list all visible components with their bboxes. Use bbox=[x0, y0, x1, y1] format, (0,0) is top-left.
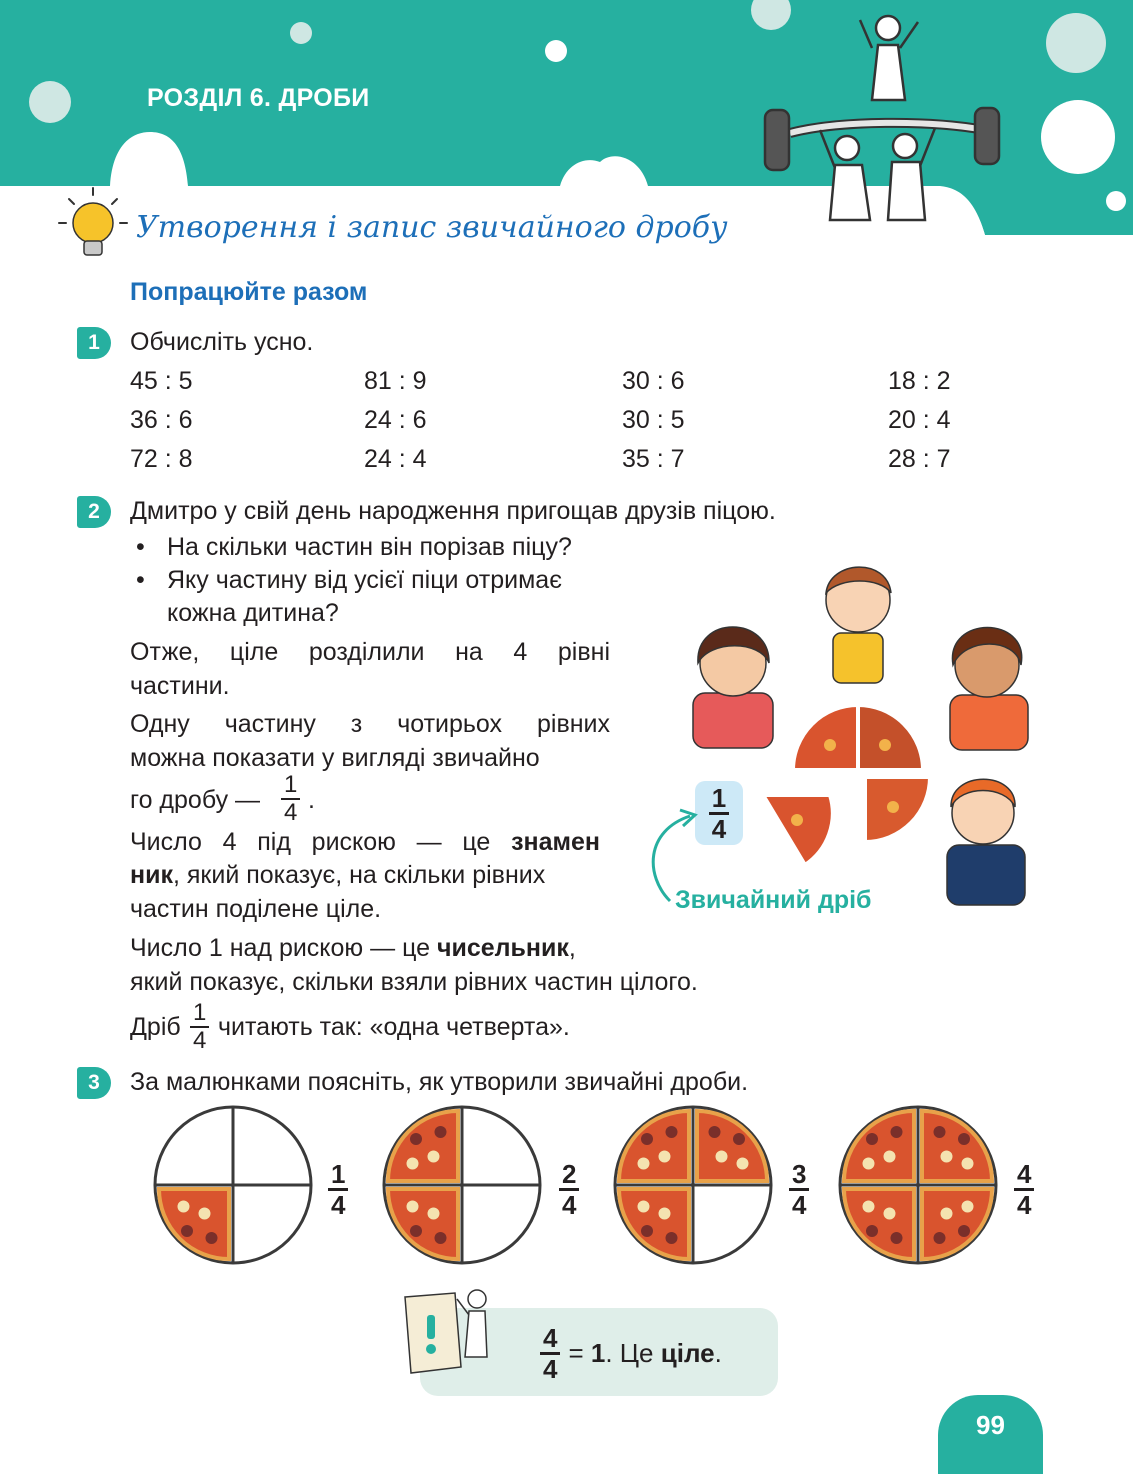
section-title: Попрацюйте разом bbox=[130, 278, 368, 306]
exercise: 36 : 6 bbox=[130, 406, 193, 434]
children-pizza-illustration bbox=[665, 545, 1045, 915]
fraction-label: $\frac{4}{4}$ bbox=[540, 1324, 560, 1383]
task2-prompt: Дмитро у свій день народження пригощав друзів піцою. bbox=[130, 497, 776, 525]
pizza-slice bbox=[922, 1111, 992, 1181]
exercise: 28 : 7 bbox=[888, 445, 951, 473]
exercise: 35 : 7 bbox=[622, 445, 685, 473]
pizza-slice bbox=[619, 1111, 689, 1181]
pizza-topping bbox=[884, 1208, 896, 1220]
pizza-topping bbox=[659, 1151, 671, 1163]
punctuation: . bbox=[308, 786, 315, 814]
pizza-topping bbox=[737, 1158, 749, 1170]
pizza-slice bbox=[844, 1189, 914, 1259]
header-banner bbox=[0, 0, 1133, 235]
ordinary-fraction-label: Звичайний дріб bbox=[675, 886, 872, 914]
paragraph-line: Одну частину з чотирьох рівних bbox=[130, 710, 610, 738]
pizza-topping bbox=[962, 1158, 974, 1170]
pizza-topping bbox=[407, 1158, 419, 1170]
pizza-topping bbox=[666, 1126, 678, 1138]
paragraph-line: го дробу — bbox=[130, 786, 261, 814]
task2-question-2: Яку частину від усієї піци отримає bbox=[167, 566, 562, 594]
pizza-topping bbox=[866, 1133, 878, 1145]
task-number-badge: 3 bbox=[77, 1067, 111, 1099]
pizza-slice bbox=[697, 1111, 767, 1181]
exercise: 81 : 9 bbox=[364, 367, 427, 395]
lightbulb-icon bbox=[55, 185, 135, 265]
exercise: 30 : 6 bbox=[622, 367, 685, 395]
task1-prompt: Обчисліть усно. bbox=[130, 328, 314, 356]
pizza-topping bbox=[863, 1158, 875, 1170]
fraction-label: $\frac{1}{4}$ bbox=[328, 1160, 348, 1219]
fraction-label: $\frac{2}{4}$ bbox=[559, 1160, 579, 1219]
paragraph-line: можна показати у вигляді звичайно bbox=[130, 744, 540, 772]
pizza-topping bbox=[891, 1232, 903, 1244]
pizza-slice bbox=[388, 1111, 458, 1181]
pizza-topping bbox=[666, 1232, 678, 1244]
paragraph-line: Отже, ціле розділили на 4 рівні bbox=[130, 638, 610, 666]
pizza-topping bbox=[428, 1208, 440, 1220]
pizza-topping bbox=[659, 1208, 671, 1220]
paragraph-line: частини. bbox=[130, 672, 230, 700]
pizza-topping bbox=[733, 1133, 745, 1145]
pizza-fractions-row bbox=[150, 1100, 1050, 1280]
chapter-title: РОЗДІЛ 6. ДРОБИ bbox=[147, 84, 370, 112]
fraction-inline: $\frac{1}{4}$ bbox=[281, 772, 300, 826]
pizza-topping bbox=[199, 1208, 211, 1220]
pizza-topping bbox=[941, 1208, 953, 1220]
pizza-topping bbox=[181, 1225, 193, 1237]
exclamation-sign-icon bbox=[395, 1285, 505, 1385]
fraction-label: $\frac{4}{4}$ bbox=[1014, 1160, 1034, 1219]
paragraph-line: який показує, скільки взяли рівних частин цілого. bbox=[130, 968, 698, 996]
pizza-slice bbox=[844, 1111, 914, 1181]
pizza-topping bbox=[716, 1151, 728, 1163]
pizza-topping bbox=[641, 1225, 653, 1237]
exercise: 20 : 4 bbox=[888, 406, 951, 434]
task3-prompt: За малюнками поясніть, як утворили звичайні дроби. bbox=[130, 1068, 749, 1096]
paragraph-line: Число 1 над рискою — це чисельник, bbox=[130, 934, 576, 962]
pizza-topping bbox=[410, 1133, 422, 1145]
topic-title: Утворення і запис звичайного дробу bbox=[136, 210, 728, 245]
pizza-slice bbox=[922, 1189, 992, 1259]
pizza-topping bbox=[435, 1126, 447, 1138]
pizza-topping bbox=[958, 1225, 970, 1237]
pizza-topping bbox=[962, 1201, 974, 1213]
pizza-slice bbox=[388, 1189, 458, 1259]
fraction-inline: $\frac{1}{4}$ bbox=[190, 1000, 209, 1054]
pizza-topping bbox=[884, 1151, 896, 1163]
task-number-badge: 1 bbox=[77, 327, 111, 359]
exercise: 30 : 5 bbox=[622, 406, 685, 434]
pizza-topping bbox=[863, 1201, 875, 1213]
paragraph-line: Дріб bbox=[130, 1013, 181, 1041]
bullet-icon: • bbox=[136, 533, 145, 561]
task2-question-1: На скільки частин він порізав піцу? bbox=[167, 533, 572, 561]
exercise: 18 : 2 bbox=[888, 367, 951, 395]
task-number-badge: 2 bbox=[77, 496, 111, 528]
pizza-topping bbox=[638, 1158, 650, 1170]
paragraph-line: Число 4 під рискою — це знамен bbox=[130, 828, 600, 856]
pizza-topping bbox=[638, 1201, 650, 1213]
fraction-display: $\frac{1}{4}$ bbox=[695, 781, 743, 845]
pizza-topping bbox=[641, 1133, 653, 1145]
pizza-topping bbox=[891, 1126, 903, 1138]
paragraph-line: читають так: «одна четверта». bbox=[218, 1013, 570, 1041]
pizza-slice bbox=[619, 1189, 689, 1259]
pizza-topping bbox=[410, 1225, 422, 1237]
bullet-icon: • bbox=[136, 566, 145, 594]
pizza-topping bbox=[407, 1201, 419, 1213]
exercise: 24 : 4 bbox=[364, 445, 427, 473]
fraction-label: $\frac{3}{4}$ bbox=[789, 1160, 809, 1219]
page-number: 99 bbox=[976, 1410, 1005, 1440]
paragraph-line: ник, який показує, на скільки рівних bbox=[130, 861, 546, 889]
pizza-topping bbox=[941, 1151, 953, 1163]
pizza-topping bbox=[958, 1133, 970, 1145]
exercise: 72 : 8 bbox=[130, 445, 193, 473]
exercise: 24 : 6 bbox=[364, 406, 427, 434]
pizza-topping bbox=[206, 1232, 218, 1244]
pizza-topping bbox=[934, 1126, 946, 1138]
rule-note-text: $\frac{4}{4}$ = 1. Це ціле. bbox=[540, 1324, 722, 1383]
pizza-topping bbox=[435, 1232, 447, 1244]
task2-question-2-cont: кожна дитина? bbox=[167, 599, 339, 627]
paragraph-line: частин поділене ціле. bbox=[130, 895, 382, 923]
pizza-topping bbox=[934, 1232, 946, 1244]
pizza-topping bbox=[178, 1201, 190, 1213]
exercise: 45 : 5 bbox=[130, 367, 193, 395]
pizza-slice bbox=[159, 1189, 229, 1259]
pizza-topping bbox=[866, 1225, 878, 1237]
task1-exercises bbox=[130, 364, 1008, 476]
pizza-topping bbox=[428, 1151, 440, 1163]
pizza-topping bbox=[709, 1126, 721, 1138]
